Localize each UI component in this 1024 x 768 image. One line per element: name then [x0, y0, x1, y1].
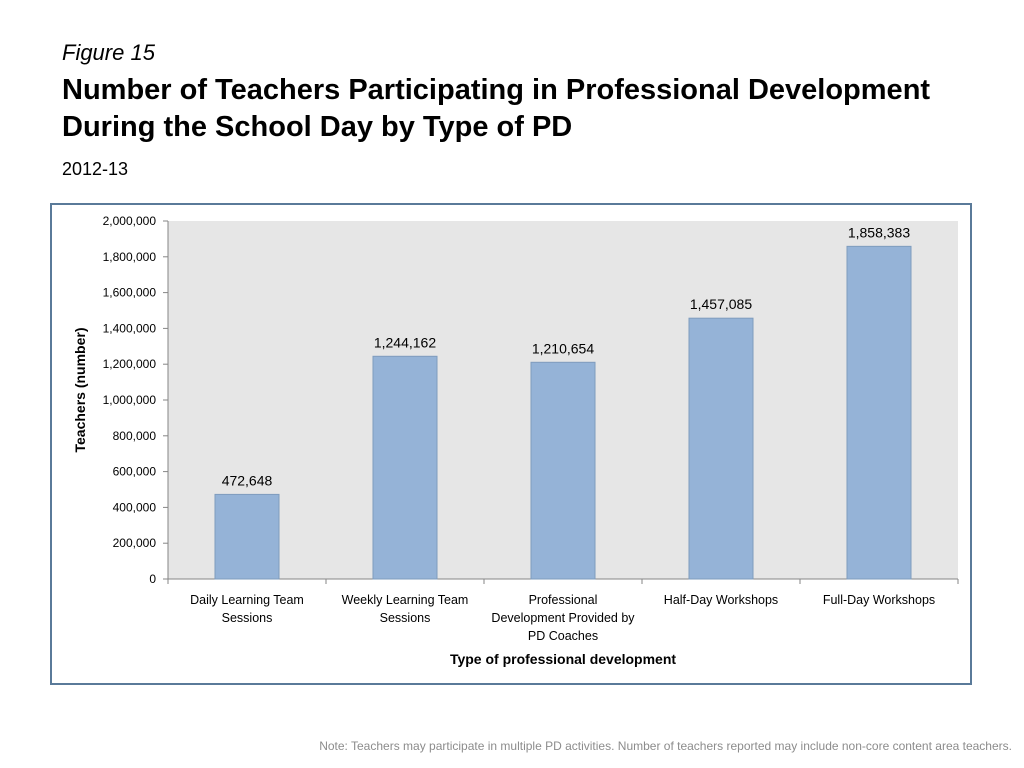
bar-chart — [52, 205, 970, 683]
y-tick-label: 1,000,000 — [102, 393, 156, 407]
bar — [373, 356, 437, 579]
figure-label: Figure 15 — [62, 40, 155, 65]
x-tick-label: PD Coaches — [527, 629, 599, 643]
x-tick-label: Weekly Learning Team — [341, 593, 469, 607]
y-axis-title: Teachers (number) — [72, 327, 88, 453]
y-tick-label: 1,800,000 — [102, 249, 156, 264]
chart-title: Number of Teachers Participating in Professional Development During the School Day by Type of PD — [62, 74, 931, 143]
footnote: Note: Teachers may participate in multiple PD activities. Number of teachers reported may include non-core content area teachers. — [319, 739, 1012, 753]
x-tick-label: Sessions — [379, 611, 431, 625]
x-tick-label: Professional — [528, 593, 598, 607]
x-tick-label: Daily Learning Team — [190, 593, 304, 607]
x-tick-label: Full-Day Workshops — [822, 593, 936, 607]
x-tick-label: Sessions — [221, 611, 273, 625]
y-tick-label: 1,400,000 — [102, 321, 156, 336]
x-tick-label: Half-Day Workshops — [663, 593, 779, 607]
data-label: 472,648 — [221, 472, 273, 489]
bar — [215, 494, 279, 579]
data-label: 1,457,085 — [689, 296, 753, 313]
data-label: 1,244,162 — [373, 334, 437, 351]
chart-subtitle: 2012-13 — [62, 159, 129, 179]
y-tick-label: 800,000 — [112, 428, 156, 443]
y-tick-label: 1,200,000 — [102, 357, 156, 372]
chart-frame — [50, 203, 972, 685]
x-tick-label: Development Provided by — [491, 611, 635, 625]
bar — [847, 246, 911, 579]
data-label: 1,858,383 — [847, 224, 911, 241]
y-tick-label: 2,000,000 — [102, 214, 156, 228]
y-tick-label: 600,000 — [112, 464, 156, 479]
y-tick-label: 200,000 — [112, 536, 156, 551]
data-label: 1,210,654 — [531, 340, 595, 357]
y-tick-label: 0 — [149, 572, 156, 586]
bar — [689, 318, 753, 579]
bar — [531, 362, 595, 579]
x-axis-title: Type of professional development — [449, 651, 677, 667]
y-tick-label: 400,000 — [112, 500, 156, 515]
y-tick-label: 1,600,000 — [102, 285, 156, 300]
